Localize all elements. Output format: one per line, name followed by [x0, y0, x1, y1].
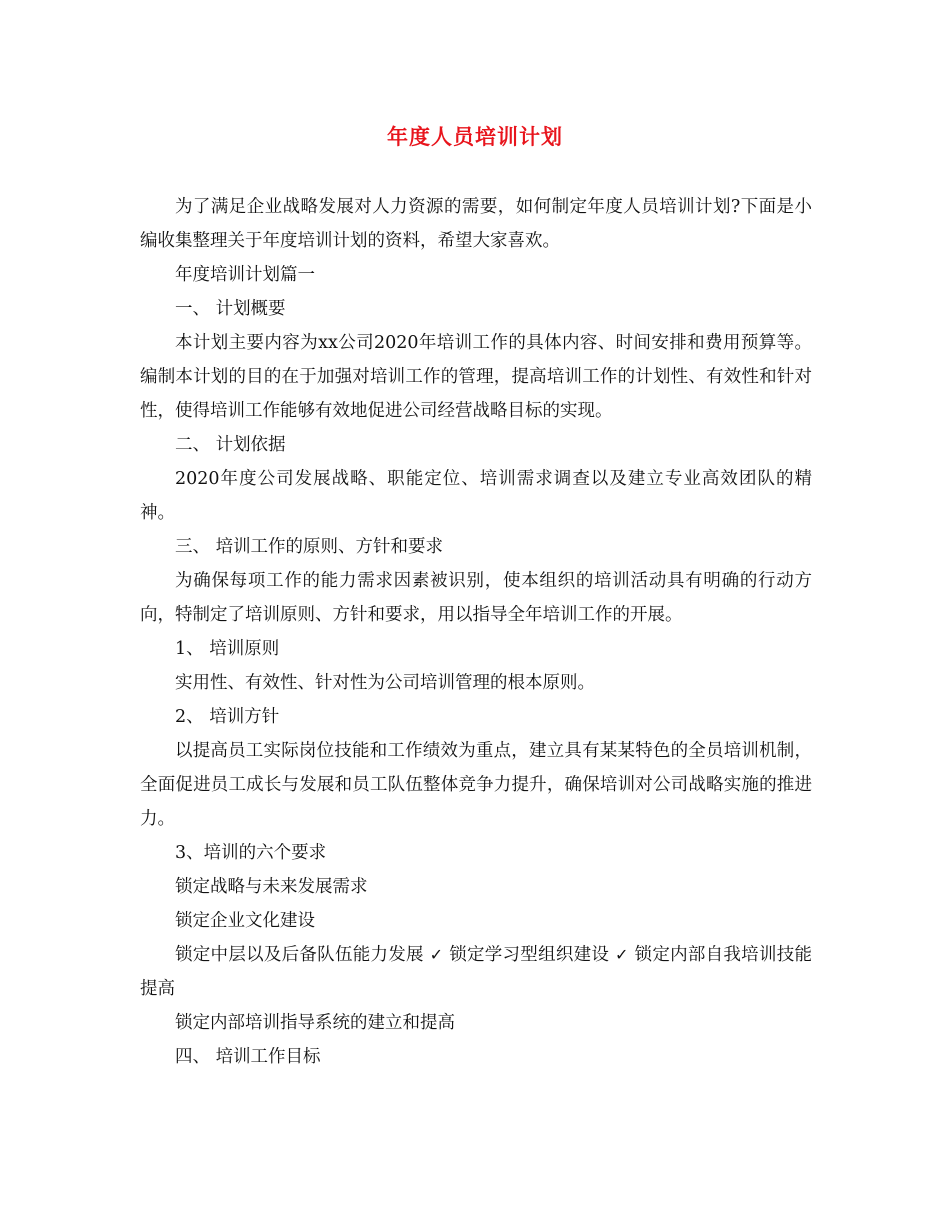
requirement-text: 锁定内部自我培训技能提高 [140, 945, 813, 999]
requirement-text: 锁定学习型组织建设 [449, 945, 610, 965]
requirement-item: 锁定企业文化建设 [175, 911, 315, 931]
heading-principles: 三、 培训工作的原则、方针和要求 [175, 537, 444, 557]
requirement-checklist-line [140, 938, 812, 1006]
section-heading-plan-1: 年度培训计划篇一 [175, 265, 315, 285]
heading-training-goals: 四、 培训工作目标 [175, 1047, 321, 1067]
checkmark-icon: ✓ [615, 945, 629, 964]
principles-paragraph: 为确保每项工作的能力需求因素被识别，使本组织的培训活动具有明确的行动方向，特制定了培训原则、方针和要求，用以指导全年培训工作的开展。 [140, 571, 812, 625]
document-title: 年度人员培训计划 [387, 124, 563, 149]
heading-plan-basis: 二、 计划依据 [175, 435, 286, 455]
requirement-text: 锁定中层以及后备队伍能力发展 [175, 945, 424, 965]
heading-training-policy: 2、 培训方针 [175, 707, 280, 727]
heading-six-requirements: 3、培训的六个要求 [175, 843, 327, 863]
plan-overview-paragraph: 本计划主要内容为xx公司2020年培训工作的具体内容、时间安排和费用预算等。编制本计划的目的在于加强对培训工作的管理，提高培训工作的计划性、有效性和针对性，使得培训工作能够有效地促进公司经营战略目标的实现。 [140, 333, 812, 421]
training-policy-paragraph: 以提高员工实际岗位技能和工作绩效为重点，建立具有某某特色的全员培训机制，全面促进员工成长与发展和员工队伍整体竞争力提升，确保培训对公司战略实施的推进力。 [140, 741, 812, 829]
heading-plan-overview: 一、 计划概要 [175, 299, 286, 319]
document-body [140, 190, 812, 1074]
training-principle-paragraph: 实用性、有效性、针对性为公司培训管理的根本原则。 [175, 673, 595, 693]
requirement-item: 锁定战略与未来发展需求 [175, 877, 368, 897]
heading-training-principle: 1、 培训原则 [175, 639, 280, 659]
plan-basis-paragraph: 2020年度公司发展战略、职能定位、培训需求调查以及建立专业高效团队的精神。 [140, 469, 812, 523]
intro-paragraph: 为了满足企业战略发展对人力资源的需要，如何制定年度人员培训计划?下面是小编收集整理关于年度培训计划的资料，希望大家喜欢。 [140, 197, 812, 251]
checkmark-icon: ✓ [429, 945, 444, 964]
requirement-item: 锁定内部培训指导系统的建立和提高 [175, 1013, 455, 1033]
